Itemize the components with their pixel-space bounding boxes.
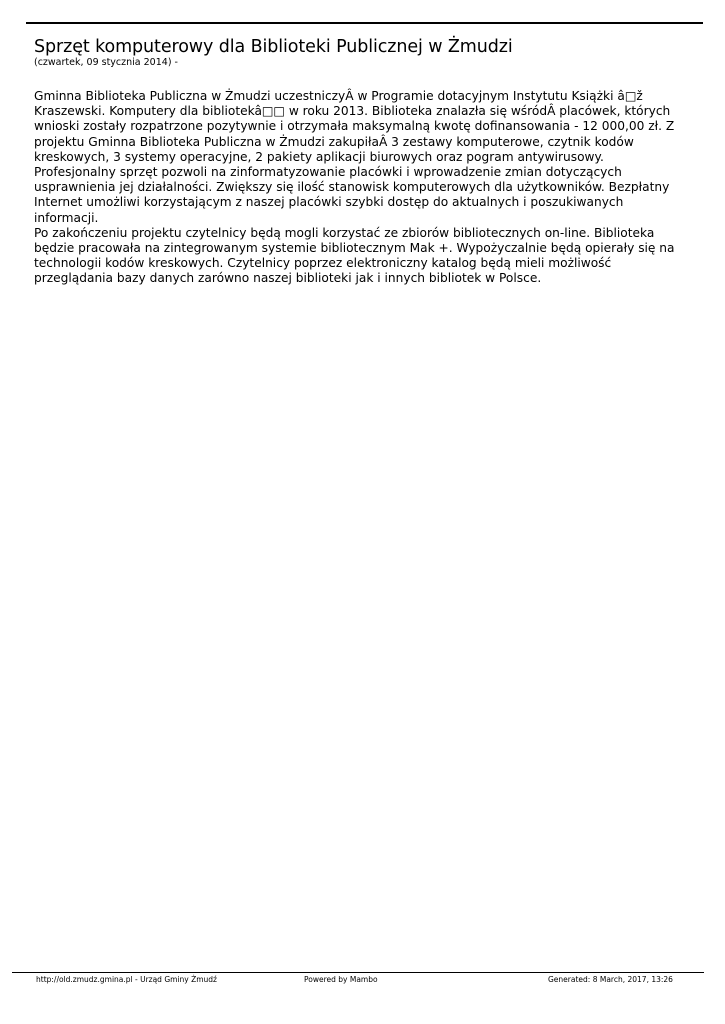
article-paragraph: Gminna Biblioteka Publiczna w Żmudzi uczestniczyÂ w Programie dotacyjnym Instytutu Książki â□ž Kraszewski. Komputery dla bibliotekâ□□ w roku 2013. Biblioteka znalazła się wśródÂ placówek, których wnioski zostały rozpatrzone pozytywnie i otrzymała maksymalną kwotę dofinansowania - 12 000,00 zł. Z projektu Gminna Biblioteka Publiczna w Żmudzi zakupiłaÂ 3 zestawy komputerowe, czytnik kodów kreskowych, 3 systemy operacyjne, 2 pakiety aplikacji biurowych oraz pogram antywirusowy. Profesjonalny sprzęt pozwoli na zinformatyzowanie placówki i wprowadzenie zmian dotyczących usprawnienia jej działalności. Zwiększy się ilość stanowisk komputerowych dla użytkowników. Bezpłatny Internet umożliwi korzystającym z naszej placówki szybki dostęp do aktualnych i poszukiwanych informacji.	[34, 89, 675, 225]
footer-generated-date: Generated: 8 March, 2017, 13:26	[548, 975, 673, 984]
footer-divider	[12, 972, 704, 973]
article-paragraph: Po zakończeniu projektu czytelnicy będą mogli korzystać ze zbiorów bibliotecznych on-line. Biblioteka będzie pracowała na zintegrowanym systemie bibliotecznym Mak +. Wypożyczalnie będą opierały się na technologii kodów kreskowych. Czytelnicy poprzez elektroniczny katalog będą mieli możliwość przeglądania bazy danych zarówno naszej biblioteki jak i innych bibliotek w Polsce.	[34, 225, 675, 286]
article-title: Sprzęt komputerowy dla Biblioteki Publicznej w Żmudzi	[34, 37, 513, 57]
article-date: (czwartek, 09 stycznia 2014) -	[34, 57, 178, 68]
footer-powered-by: Powered by Mambo	[304, 975, 378, 984]
footer-site-url: http://old.zmudz.gmina.pl - Urząd Gminy Żmudź	[36, 975, 217, 984]
header-divider	[26, 22, 703, 24]
article-body	[34, 89, 684, 287]
